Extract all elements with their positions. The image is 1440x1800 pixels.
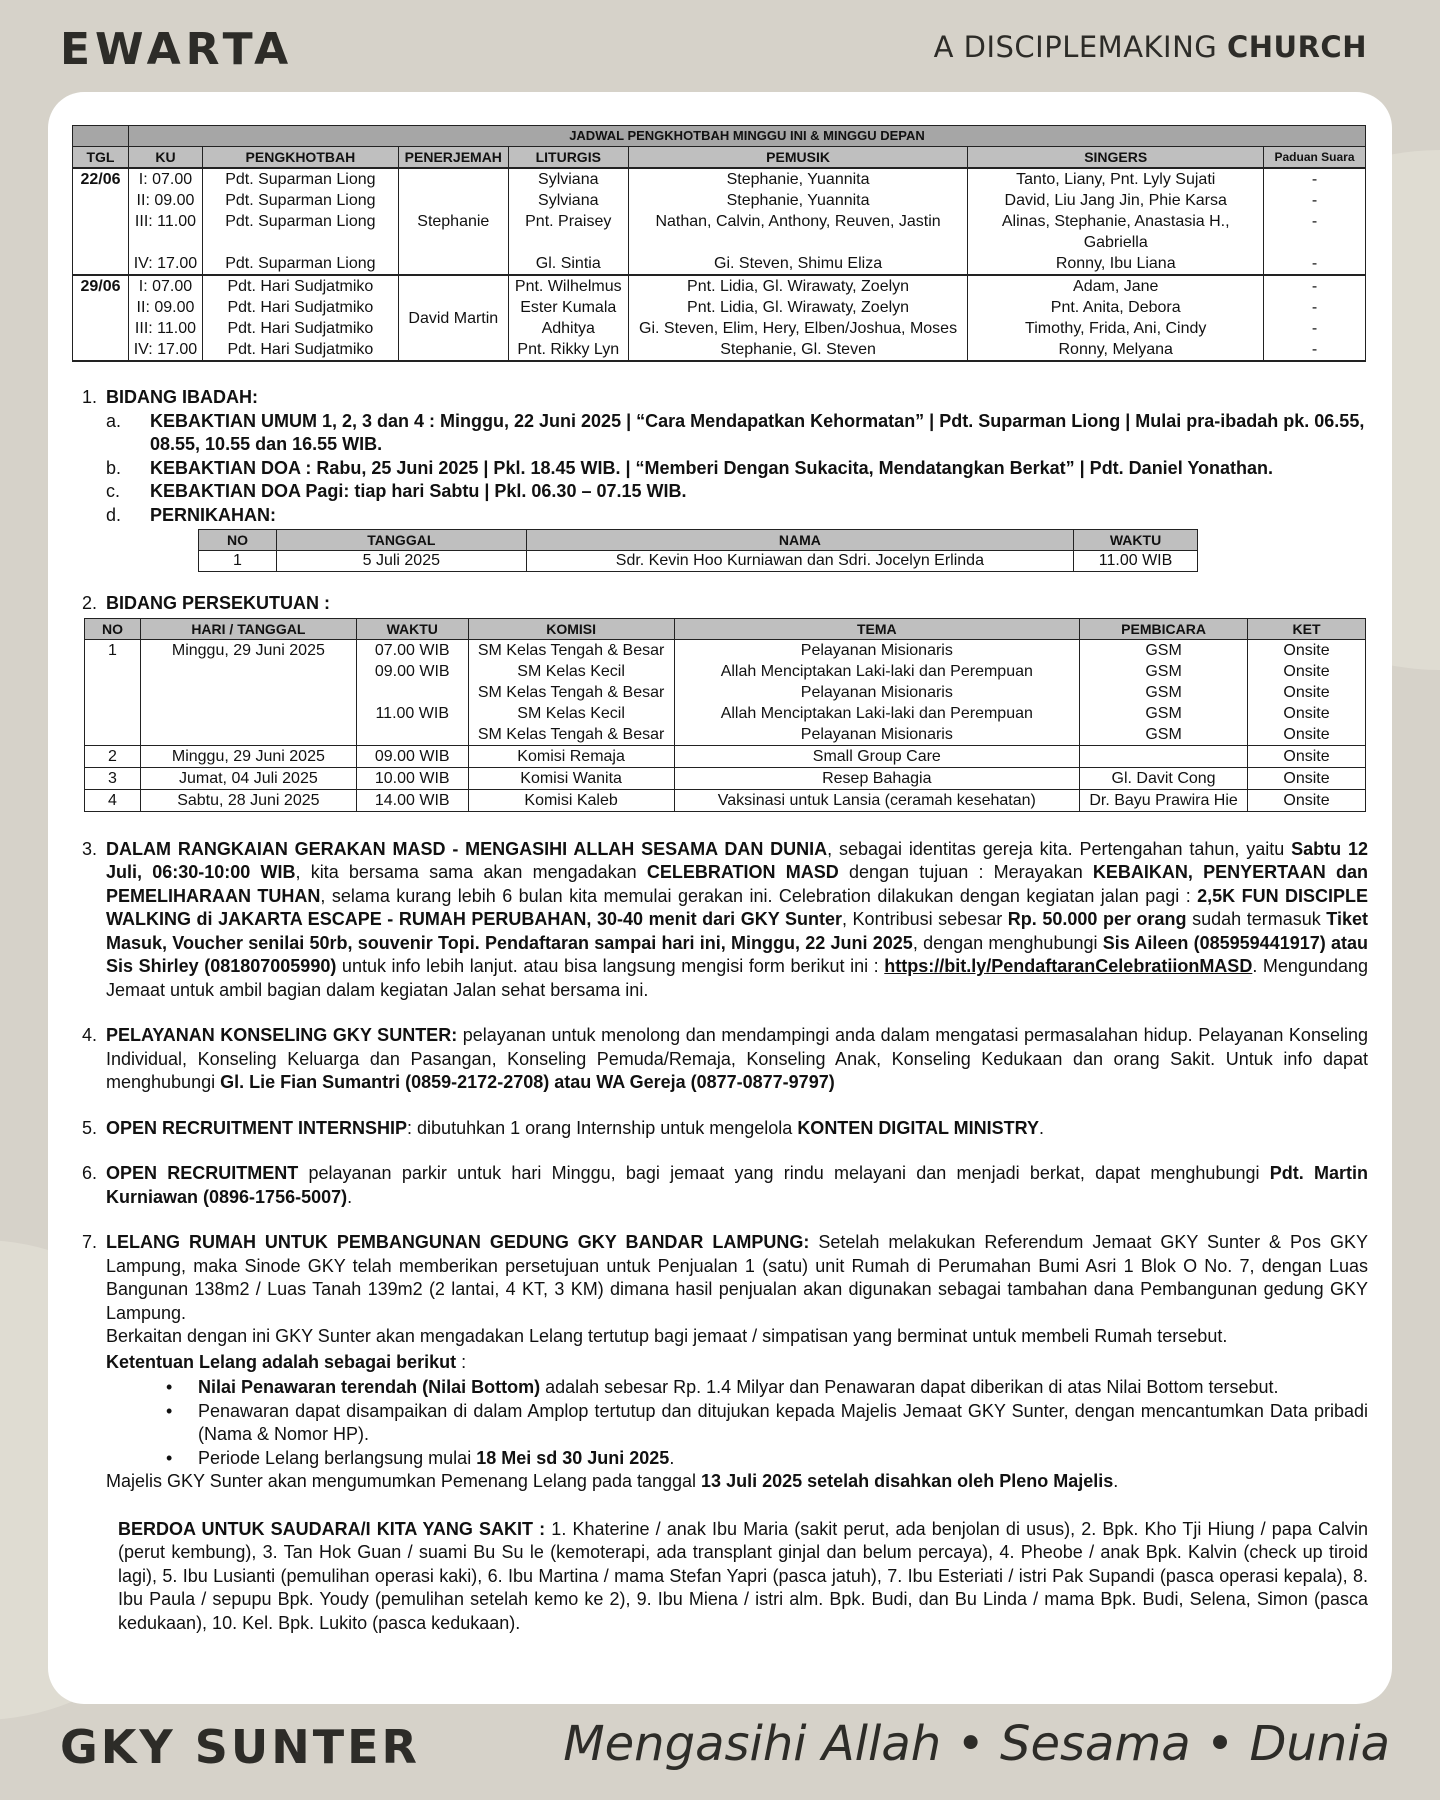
singers-cell: Tanto, Liany, Pnt. Lyly Sujati: [968, 168, 1264, 190]
body-text: sudah termasuk: [1186, 909, 1327, 929]
komisi-line: Komisi Wanita: [520, 769, 622, 787]
wedding-tanggal-cell: 5 Juli 2025: [276, 551, 526, 572]
table-header-blank: [73, 126, 129, 147]
komisi-line: SM Kelas Tengah & Besar: [477, 725, 665, 743]
waktu-line: [360, 724, 465, 745]
pembicara-line: GSM: [1145, 683, 1182, 701]
column-header: PENERJEMAH: [398, 147, 508, 169]
singers-cell: Pnt. Anita, Debora: [968, 297, 1264, 318]
liturgist-cell: Pnt. Praisey: [508, 211, 628, 253]
column-header: NAMA: [526, 530, 1073, 551]
waktu-line: 09.00 WIB: [374, 747, 450, 765]
item-letter: a.: [106, 410, 122, 431]
column-header: KOMISI: [468, 618, 674, 639]
preacher-cell: Pdt. Suparman Liong: [202, 211, 398, 253]
section-number: 7.: [82, 1232, 98, 1252]
pembicara-line: [1083, 746, 1244, 767]
no-cell: 2: [85, 745, 141, 767]
no-cell: 1: [85, 639, 141, 745]
section-ibadah: [72, 386, 1368, 572]
preacher-cell: Pdt. Suparman Liong: [202, 253, 398, 275]
musician-cell: Stephanie, Gl. Steven: [628, 339, 968, 361]
item-letter: b.: [106, 457, 122, 478]
body-text: .: [1038, 1117, 1044, 1138]
item-text: KEBAKTIAN UMUM 1, 2, 3 dan 4 : Minggu, 22 Juni 2025 | “Cara Mendapatkan Kehormatan” | Pdt. Suparman Liong | Mulai pra-ibadah pk. 06.55, 08.55, 10.55 dan 16.55 WIB.: [150, 410, 1365, 454]
table-row: [73, 297, 1366, 318]
section-recruitment: [82, 1162, 1368, 1209]
singers-cell: Adam, Jane: [968, 275, 1264, 297]
list-item: [106, 410, 1368, 457]
list-item: [166, 1376, 1368, 1400]
liturgist-cell: Pnt. Wilhelmus: [508, 275, 628, 297]
tema-cell: [674, 767, 1080, 789]
tema-line: Pelayanan Misionaris: [800, 683, 953, 701]
bold-text: Rp. 50.000 per orang: [1007, 909, 1187, 929]
section-lelang: [82, 1231, 1368, 1494]
body-text: . Mengundang Jemaat untuk ambil bagian dalam kegiatan Jalan sehat bersama ini.: [106, 956, 1369, 1000]
brand-logo: EWARTA: [60, 24, 294, 75]
preacher-schedule-table: [72, 125, 1366, 362]
date-cell: Sabtu, 28 Juni 2025: [140, 789, 356, 811]
bold-text: OPEN RECRUITMENT INTERNSHIP: [106, 1117, 408, 1138]
preacher-cell: Pdt. Hari Sudjatmiko: [202, 339, 398, 361]
liturgist-cell: Sylviana: [508, 168, 628, 190]
singers-cell: Ronny, Ibu Liana: [968, 253, 1264, 275]
body-text: .: [669, 1447, 675, 1468]
liturgist-cell: Ester Kumala: [508, 297, 628, 318]
body-text: :: [456, 1351, 467, 1372]
liturgist-cell: Pnt. Rikky Lyn: [508, 339, 628, 361]
no-cell: 4: [85, 789, 141, 811]
bold-text: LELANG RUMAH UNTUK PEMBANGUNAN GEDUNG GKY BANDAR LAMPUNG:: [106, 1232, 810, 1252]
section-number: 1.: [82, 387, 98, 407]
table-row: [73, 190, 1366, 211]
no-cell: 3: [85, 767, 141, 789]
choir-cell: -: [1264, 211, 1366, 253]
body-text: 1. Khaterine / anak Ibu Maria (sakit perut, ada benjolan di usus), 2. Bpk. Kho Tji Hiung / papa Calvin (perut kembung), 3. Tan Hok Guan / suami Bu Su le (kemoterapi, ada transplant ginjal dan belum percaya), 4. Pheobe / anak Bpk. Kalvin (check up tiroid lagi), 5. Ibu Lusianti (pemulihan operasi kaki), 6. Ibu Martina / mama Stefan Yapri (pasca jatuh), 7. Ibu Esteriati / istri Pak Supandi (pasca operasi kepala), 8. Ibu Paula / sepupu Bpk. Youdy (pemulihan setelah kemo ke 2), 9. Ibu Miena / istri alm. Bpk. Budi, dan Bu Linda / mama Bpk. Budi, Selena, Simon (pasca kedukaan), 10. Kel. Bpk. Lukito (pasca kedukaan).: [118, 1518, 1368, 1633]
wedding-table: [198, 529, 1198, 572]
pembicara-cell: [1080, 745, 1248, 767]
date-cell: Jumat, 04 Juli 2025: [140, 767, 356, 789]
column-header: NO: [199, 530, 277, 551]
section-persekutuan: [72, 592, 1368, 812]
singers-cell: David, Liu Jang Jin, Phie Karsa: [968, 190, 1264, 211]
choir-cell: -: [1264, 275, 1366, 297]
musician-cell: Pnt. Lidia, Gl. Wirawaty, Zoelyn: [628, 275, 968, 297]
table-row: [73, 318, 1366, 339]
pembicara-line: GSM: [1145, 725, 1182, 743]
singers-cell: Alinas, Stephanie, Anastasia H., Gabriella: [968, 211, 1264, 253]
item-text: KEBAKTIAN DOA : Rabu, 25 Juni 2025 | Pkl. 18.45 WIB. | “Memberi Dengan Sukacita, Mendatangkan Berkat” | Pdt. Daniel Yonathan.: [150, 457, 1274, 478]
column-header: WAKTU: [356, 618, 468, 639]
service-time-cell: IV: 17.00: [128, 253, 202, 275]
section-internship: [82, 1117, 1368, 1141]
bold-text: KONTEN DIGITAL MINISTRY: [797, 1117, 1039, 1138]
komisi-cell: [468, 767, 674, 789]
prayer-requests: [118, 1518, 1368, 1636]
table-row: [73, 275, 1366, 297]
pembicara-cell: [1080, 639, 1248, 745]
musician-cell: Pnt. Lidia, Gl. Wirawaty, Zoelyn: [628, 297, 968, 318]
list-item: [106, 457, 1368, 481]
waktu-line: [360, 682, 465, 703]
ket-line: Onsite: [1283, 769, 1330, 787]
list-item: [106, 504, 1368, 528]
table-row: [73, 339, 1366, 361]
column-header: NO: [85, 618, 141, 639]
ket-line: Onsite: [1283, 662, 1330, 680]
column-header: HARI / TANGGAL: [140, 618, 356, 639]
ket-cell: [1248, 789, 1366, 811]
ket-line: Onsite: [1283, 725, 1330, 743]
table-row: [73, 253, 1366, 275]
pembicara-line: GSM: [1145, 662, 1182, 680]
musician-cell: Gi. Steven, Shimu Eliza: [628, 253, 968, 275]
bold-text: BERDOA UNTUK SAUDARA/I KITA YANG SAKIT :: [118, 1518, 546, 1539]
body-text: , selama kurang lebih 6 bulan kita memulai gerakan ini. Celebration dilakukan dengan kegiatan jalan pagi :: [320, 885, 1198, 906]
pembicara-line: Gl. Davit Cong: [1111, 769, 1216, 787]
section-number: 4.: [82, 1025, 98, 1045]
bold-text: 2,5K FUN DISCIPLE WALKING di JAKARTA ESCAPE - RUMAH PERUBAHAN, 30-40 menit dari GKY Sunter: [106, 885, 1368, 929]
item-letter: c.: [106, 481, 121, 501]
body-text: Berkaitan dengan ini GKY Sunter akan mengadakan Lelang tertutup bagi jemaat / simpatisan yang berminat untuk membeli Rumah tersebut.: [106, 1326, 1228, 1346]
liturgist-cell: Adhitya: [508, 318, 628, 339]
table-row: [85, 745, 1366, 767]
service-time-cell: II: 09.00: [128, 297, 202, 318]
wedding-no-cell: 1: [199, 551, 277, 572]
choir-cell: -: [1264, 168, 1366, 190]
bold-text: 18 Mei sd 30 Juni 2025: [476, 1447, 670, 1468]
tema-line: Resep Bahagia: [822, 769, 932, 787]
section-konseling: [82, 1024, 1368, 1095]
table-row: [85, 789, 1366, 811]
tema-line: Vaksinasi untuk Lansia (ceramah kesehatan): [717, 791, 1036, 809]
registration-link[interactable]: https://bit.ly/PendaftaranCelebratiionMASD: [884, 956, 1253, 976]
ket-line: Onsite: [1283, 683, 1330, 701]
ket-line: Onsite: [1283, 704, 1330, 722]
column-header: KU: [128, 147, 202, 169]
page-header: [0, 0, 1440, 95]
body-text: pelayanan untuk menolong dan mendampingi anda dalam mengatasi permasalahan hidup. Pelayanan Konseling Individual, Konseling Keluarga dan Pasangan, Konseling Pemuda/Remaja, Konseling Anak, Konseling Kedukaan dan orang Sakit. Untuk info dapat menghubungi: [106, 1025, 1368, 1092]
waktu-cell: [356, 639, 468, 745]
singers-cell: Timothy, Frida, Ani, Cindy: [968, 318, 1264, 339]
item-letter: d.: [106, 504, 122, 525]
komisi-cell: [468, 639, 674, 745]
pembicara-line: GSM: [1145, 704, 1182, 722]
section-title: BIDANG PERSEKUTUAN :: [106, 593, 331, 613]
bold-text: PELAYANAN KONSELING GKY SUNTER:: [106, 1025, 458, 1045]
body-text: Penawaran dapat disampaikan di dalam Amplop tertutup dan ditujukan kepada Majelis Jemaat GKY Sunter, dengan mencantumkan Data pribadi (Nama & Nomor HP).: [198, 1400, 1368, 1444]
bullet-icon: •: [166, 1400, 173, 1421]
column-header: WAKTU: [1074, 530, 1198, 551]
section-number: 5.: [82, 1117, 98, 1138]
translator-cell: David Martin: [398, 275, 508, 361]
body-text: : dibutuhkan 1 orang Internship untuk mengelola: [407, 1117, 798, 1138]
bold-text: Pdt. Martin Kurniawan (0896-1756-5007): [106, 1163, 1368, 1207]
date-cell: Minggu, 29 Juni 2025: [140, 639, 356, 745]
tema-line: Pelayanan Misionaris: [800, 641, 953, 659]
bold-text: KEBAIKAN, PENYERTAAN dan PEMELIHARAAN TUHAN: [106, 862, 1369, 906]
date-cell: 29/06: [73, 275, 129, 361]
bold-text: Nilai Penawaran terendah (Nilai Bottom): [198, 1377, 541, 1397]
musician-cell: Stephanie, Yuannita: [628, 190, 968, 211]
komisi-cell: [468, 789, 674, 811]
body-text: pelayanan parkir untuk hari Minggu, bagi jemaat yang rindu melayani dan menjadi berkat, dapat menghubungi: [298, 1163, 1270, 1183]
list-item: [166, 1447, 1368, 1471]
column-header: TGL: [73, 147, 129, 169]
body-text: Majelis GKY Sunter akan mengumumkan Pemenang Lelang pada tanggal: [106, 1471, 702, 1491]
ket-cell: [1248, 639, 1366, 745]
bold-text: Sabtu 12 Juli, 06:30-10:00 WIB: [106, 838, 1368, 882]
column-header: PENGKHOTBAH: [202, 147, 398, 169]
bold-text: DALAM RANGKAIAN GERAKAN MASD - MENGASIHI ALLAH SESAMA DAN DUNIA: [106, 838, 828, 859]
pembicara-cell: [1080, 789, 1248, 811]
bold-text: Tiket Masuk, Voucher senilai 50rb, souvenir Topi. Pendaftaran sampai hari ini, Minggu, 22 Juni 2025: [106, 909, 1368, 953]
musician-cell: Nathan, Calvin, Anthony, Reuven, Jastin: [628, 211, 968, 253]
pembicara-cell: [1080, 767, 1248, 789]
section-number: 3.: [82, 838, 98, 859]
list-item: [166, 1400, 1368, 1447]
wedding-waktu-cell: 11.00 WIB: [1074, 551, 1198, 572]
tema-line: Allah Menciptakan Laki-laki dan Perempuan: [720, 662, 1033, 680]
section-title: BIDANG IBADAH:: [106, 387, 258, 407]
choir-cell: -: [1264, 318, 1366, 339]
column-header: Paduan Suara: [1264, 147, 1366, 169]
komisi-line: SM Kelas Tengah & Besar: [477, 683, 665, 701]
preacher-cell: Pdt. Hari Sudjatmiko: [202, 297, 398, 318]
bold-text: Ketentuan Lelang adalah sebagai berikut: [106, 1351, 457, 1372]
ket-line: Onsite: [1283, 791, 1330, 809]
waktu-cell: [356, 767, 468, 789]
service-time-cell: I: 07.00: [128, 275, 202, 297]
body-text: , sebagai identitas gereja kita. Pertengahan tahun, yaitu: [827, 838, 1292, 859]
komisi-line: SM Kelas Kecil: [517, 662, 625, 680]
body-text: , Kontribusi sebesar: [841, 909, 1008, 929]
tagline-text: A DISCIPLEMAKING: [933, 30, 1227, 64]
service-time-cell: III: 11.00: [128, 318, 202, 339]
section-number: 6.: [82, 1163, 98, 1183]
waktu-line: 11.00 WIB: [375, 704, 449, 722]
tema-line: Pelayanan Misionaris: [800, 725, 953, 743]
bullet-icon: •: [166, 1447, 173, 1468]
bold-text: Gl. Lie Fian Sumantri (0859-2172-2708) atau WA Gereja (0877-0877-9797): [220, 1072, 835, 1092]
schedule-title: JADWAL PENGKHOTBAH MINGGU INI & MINGGU DEPAN: [128, 126, 1365, 147]
preacher-cell: Pdt. Suparman Liong: [202, 190, 398, 211]
tagline-bold: CHURCH: [1227, 30, 1367, 64]
tema-line: Small Group Care: [812, 747, 941, 765]
bullet-icon: •: [166, 1377, 173, 1397]
waktu-line: 14.00 WIB: [374, 791, 450, 809]
column-header: TANGGAL: [276, 530, 526, 551]
table-row: [85, 767, 1366, 789]
choir-cell: -: [1264, 253, 1366, 275]
body-text: .: [347, 1186, 353, 1207]
tema-line: Allah Menciptakan Laki-laki dan Perempuan: [720, 704, 1033, 722]
fellowship-table: [84, 618, 1366, 812]
body-text: Setelah melakukan Referendum Jemaat GKY Sunter & Pos GKY Lampung, maka Sinode GKY telah memberikan persetujuan untuk Penjualan 1 (satu) unit Rumah di Perumahan Bumi Asri 1 Blok O No. 7, dengan Luas Bangunan 138m2 / Luas Tanah 139m2 (2 lantai, 4 KT, 3 KM) dimana hasil penjualan akan digunakan sebagai tambahan dana Pembangunan gedung GKY Lampung.: [106, 1232, 1368, 1323]
preacher-cell: Pdt. Suparman Liong: [202, 168, 398, 190]
column-header: SINGERS: [968, 147, 1264, 169]
column-header: KET: [1248, 618, 1366, 639]
column-header: TEMA: [674, 618, 1080, 639]
body-text: .: [1113, 1471, 1119, 1491]
singers-cell: Ronny, Melyana: [968, 339, 1264, 361]
tagline: [934, 30, 1367, 64]
wedding-nama-cell: Sdr. Kevin Hoo Kurniawan dan Sdri. Jocelyn Erlinda: [526, 551, 1073, 572]
column-header: PEMBICARA: [1080, 618, 1248, 639]
waktu-line: 10.00 WIB: [374, 769, 450, 787]
pembicara-line: Dr. Bayu Prawira Hie: [1089, 791, 1238, 809]
choir-cell: -: [1264, 190, 1366, 211]
ket-cell: [1248, 745, 1366, 767]
table-row: [73, 211, 1366, 253]
service-time-cell: I: 07.00: [128, 168, 202, 190]
column-header: LITURGIS: [508, 147, 628, 169]
bold-text: CELEBRATION MASD: [646, 862, 839, 882]
waktu-cell: [356, 745, 468, 767]
service-time-cell: IV: 17.00: [128, 339, 202, 361]
table-row: [73, 168, 1366, 190]
komisi-line: Komisi Remaja: [517, 747, 625, 765]
preacher-cell: Pdt. Hari Sudjatmiko: [202, 318, 398, 339]
musician-cell: Gi. Steven, Elim, Hery, Elben/Joshua, Moses: [628, 318, 968, 339]
musician-cell: Stephanie, Yuannita: [628, 168, 968, 190]
preacher-cell: Pdt. Hari Sudjatmiko: [202, 275, 398, 297]
tema-cell: [674, 639, 1080, 745]
date-cell: Minggu, 29 Juni 2025: [140, 745, 356, 767]
bold-text: Sis Aileen (085959441917) atau Sis Shirley (081807005990): [106, 932, 1369, 976]
body-text: , kita bersama sama akan mengadakan: [295, 862, 647, 882]
komisi-cell: [468, 745, 674, 767]
pembicara-line: GSM: [1145, 641, 1182, 659]
section-number: 2.: [82, 593, 98, 613]
tema-cell: [674, 789, 1080, 811]
list-item: [106, 480, 1368, 504]
body-text: untuk info lebih lanjut. atau bisa langsung mengisi form berikut ini :: [336, 956, 885, 976]
liturgist-cell: Gl. Sintia: [508, 253, 628, 275]
content-card: [48, 92, 1392, 1704]
table-row: [199, 551, 1198, 572]
bold-text: 13 Juli 2025 setelah disahkan oleh Pleno Majelis: [701, 1471, 1114, 1491]
komisi-line: SM Kelas Tengah & Besar: [477, 641, 665, 659]
body-text: dengan tujuan : Merayakan: [838, 862, 1093, 882]
choir-cell: -: [1264, 339, 1366, 361]
ket-line: Onsite: [1283, 747, 1330, 765]
date-cell: 22/06: [73, 168, 129, 275]
waktu-line: 07.00 WIB: [374, 641, 450, 659]
waktu-line: 09.00 WIB: [374, 662, 450, 680]
choir-cell: -: [1264, 297, 1366, 318]
item-text: KEBAKTIAN DOA Pagi: tiap hari Sabtu | Pkl. 06.30 – 07.15 WIB.: [150, 481, 687, 501]
bold-text: OPEN RECRUITMENT: [106, 1163, 299, 1183]
section-masd: [82, 838, 1368, 1003]
body-text: adalah sebesar Rp. 1.4 Milyar dan Penawaran dapat diberikan di atas Nilai Bottom tersebut.: [540, 1377, 1279, 1397]
tema-cell: [674, 745, 1080, 767]
komisi-line: Komisi Kaleb: [524, 791, 618, 809]
translator-cell: Stephanie: [398, 168, 508, 275]
item-text: PERNIKAHAN:: [150, 504, 276, 525]
waktu-cell: [356, 789, 468, 811]
ket-cell: [1248, 767, 1366, 789]
body-text: , dengan menghubungi: [912, 932, 1103, 953]
service-time-cell: III: 11.00: [128, 211, 202, 253]
liturgist-cell: Sylviana: [508, 190, 628, 211]
service-time-cell: II: 09.00: [128, 190, 202, 211]
column-header: PEMUSIK: [628, 147, 968, 169]
body-text: Periode Lelang berlangsung mulai: [198, 1447, 477, 1468]
ket-line: Onsite: [1283, 641, 1330, 659]
table-row: [85, 639, 1366, 745]
komisi-line: SM Kelas Kecil: [517, 704, 625, 722]
footer-motto: Mengasihi Allah • Sesama • Dunia: [563, 1716, 1390, 1772]
footer-church-name: GKY SUNTER: [60, 1720, 420, 1774]
